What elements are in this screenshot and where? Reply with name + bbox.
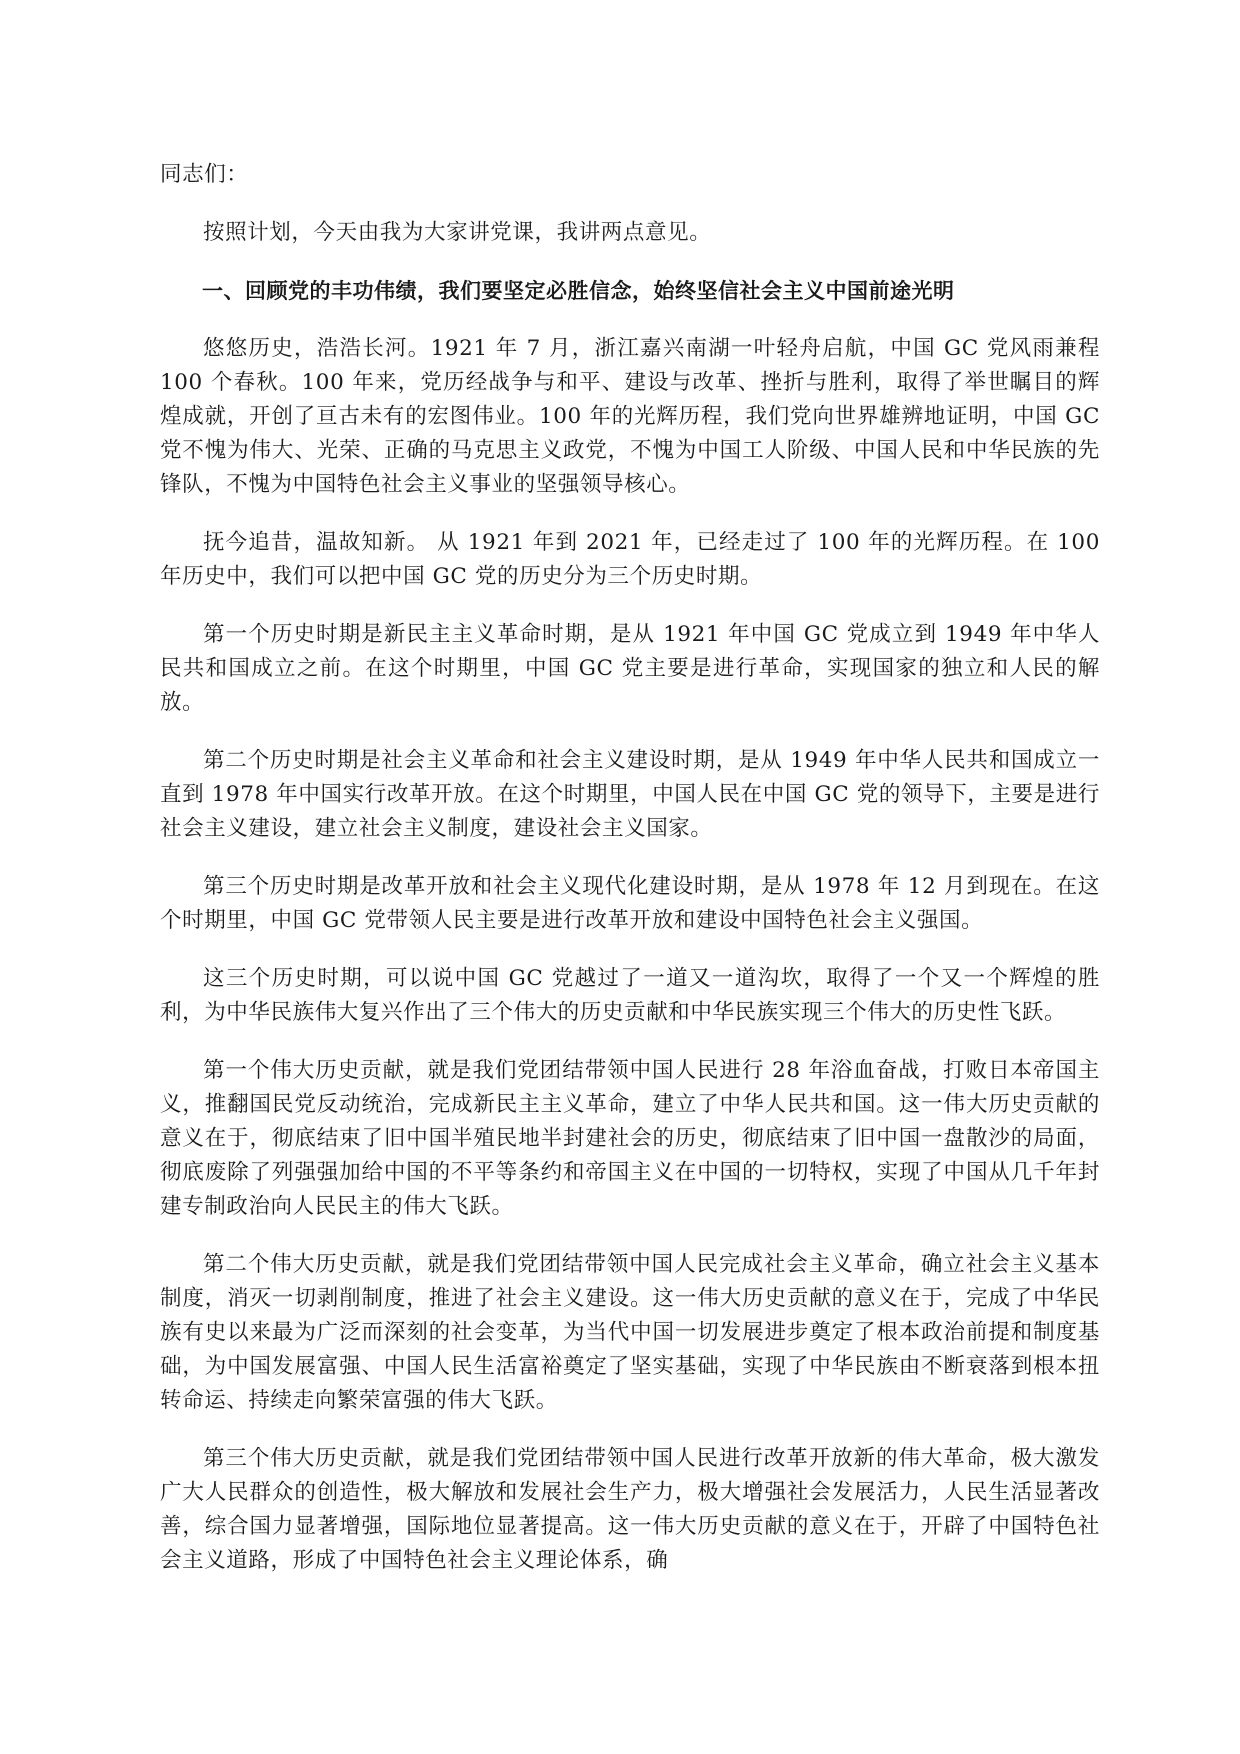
body-paragraph: 第三个伟大历史贡献，就是我们党团结带领中国人民进行改革开放新的伟大革命，极大激发广大人民群众的创造性，极大解放和发展社会生产力，极大增强社会发展活力，人民生活显著改善，综合国力显著增强，国际地位显著提高。这一伟大历史贡献的意义在于，开辟了中国特色社会主义道路，形成了中国特色社会主义理论体系，确 bbox=[160, 1446, 1100, 1573]
intro-paragraph: 按照计划，今天由我为大家讲党课，我讲两点意见。 bbox=[203, 220, 712, 245]
body-paragraph: 第一个伟大历史贡献，就是我们党团结带领中国人民进行 28 年浴血奋战，打败日本帝国主义，推翻国民党反动统治，完成新民主主义革命，建立了中华人民共和国。这一伟大历史贡献的意义在于，彻底结束了旧中国半殖民地半封建社会的历史，彻底结束了旧中国一盘散沙的局面，彻底废除了列强强加给中国的不平等条约和帝国主义在中国的一切特权，实现了中国从几千年封建专制政治向人民民主的伟大飞跃。 bbox=[160, 1058, 1100, 1219]
body-paragraph: 第二个历史时期是社会主义革命和社会主义建设时期，是从 1949 年中华人民共和国成立一直到 1978 年中国实行改革开放。在这个时期里，中国人民在中国 GC 党的领导下，主要是进行社会主义建设，建立社会主义制度，建设社会主义国家。 bbox=[160, 748, 1100, 841]
section-heading: 一、回顾党的丰功伟绩，我们要坚定必胜信念，始终坚信社会主义中国前途光明 bbox=[202, 279, 955, 303]
body-paragraph: 第一个历史时期是新民主主义革命时期，是从 1921 年中国 GC 党成立到 1949 年中华人民共和国成立之前。在这个时期里，中国 GC 党主要是进行革命，实现国家的独立和人民的解放。 bbox=[160, 622, 1100, 715]
body-paragraph: 悠悠历史，浩浩长河。1921 年 7 月，浙江嘉兴南湖一叶轻舟启航，中国 GC 党风雨兼程 100 个春秋。100 年来，党历经战争与和平、建设与改革、挫折与胜利，取得了举世瞩目的辉煌成就，开创了亘古未有的宏图伟业。100 年的光辉历程，我们党向世界雄辨地证明，中国 GC 党不愧为伟大、光荣、正确的马克思主义政党，不愧为中国工人阶级、中国人民和中华民族的先锋队，不愧为中国特色社会主义事业的坚强领导核心。 bbox=[160, 336, 1100, 497]
body-paragraph: 这三个历史时期，可以说中国 GC 党越过了一道又一道沟坎，取得了一个又一个辉煌的胜利，为中华民族伟大复兴作出了三个伟大的历史贡献和中华民族实现三个伟大的历史性飞跃。 bbox=[160, 966, 1100, 1025]
body-paragraph: 第三个历史时期是改革开放和社会主义现代化建设时期，是从 1978 年 12 月到现在。在这个时期里，中国 GC 党带领人民主要是进行改革开放和建设中国特色社会主义强国。 bbox=[160, 874, 1100, 933]
salutation: 同志们： bbox=[160, 162, 249, 187]
body-paragraph: 抚今追昔，温故知新。 从 1921 年到 2021 年，已经走过了 100 年的光辉历程。在 100 年历史中，我们可以把中国 GC 党的历史分为三个历史时期。 bbox=[160, 530, 1100, 589]
document-page bbox=[160, 158, 1100, 1602]
body-paragraph: 第二个伟大历史贡献，就是我们党团结带领中国人民完成社会主义革命，确立社会主义基本制度，消灭一切剥削制度，推进了社会主义建设。这一伟大历史贡献的意义在于，完成了中华民族有史以来最为广泛而深刻的社会变革，为当代中国一切发展进步奠定了根本政治前提和制度基础，为中国发展富强、中国人民生活富裕奠定了坚实基础，实现了中华民族由不断衰落到根本扭转命运、持续走向繁荣富强的伟大飞跃。 bbox=[160, 1252, 1100, 1413]
